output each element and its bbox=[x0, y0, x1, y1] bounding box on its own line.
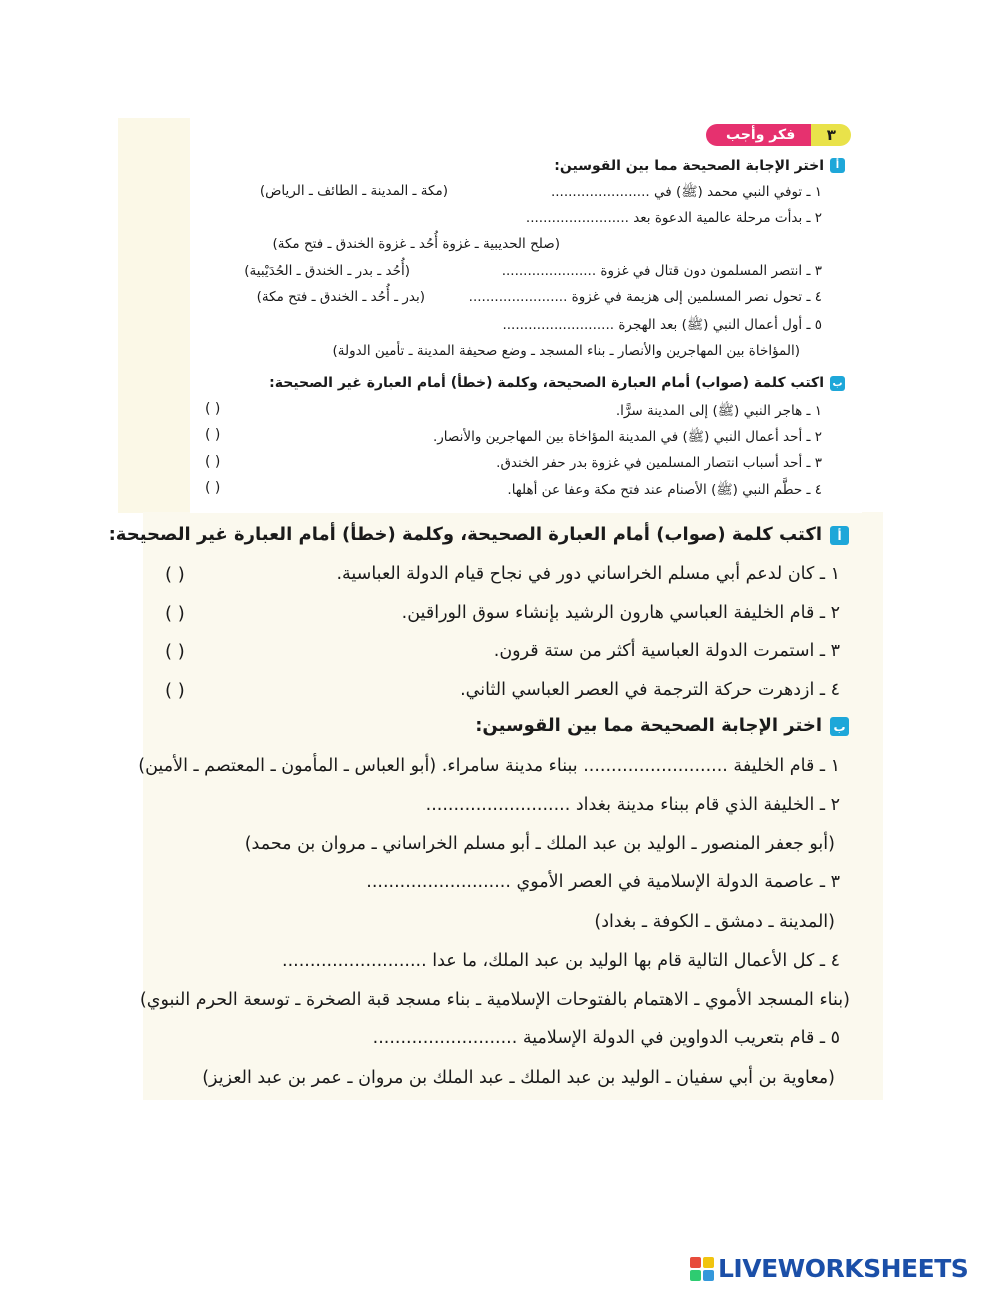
answer-blank[interactable]: ( ) bbox=[205, 454, 221, 470]
logo-tiles-icon bbox=[690, 1257, 714, 1281]
section-instruction: اكتب كلمة (صواب) أمام العبارة الصحيحة، وكلمة (خطأ) أمام العبارة غير الصحيحة: bbox=[108, 524, 822, 545]
answer-blank[interactable]: ( ) bbox=[205, 401, 221, 417]
section-instruction: اختر الإجابة الصحيحة مما بين القوسين: bbox=[554, 158, 824, 174]
question-choices: (صلح الحديبية ـ غزوة أُحُد ـ غزوة الخندق ـ فتح مكة) bbox=[272, 236, 560, 252]
statement-text: ٤ ـ حطَّم النبي (ﷺ) الأصنام عند فتح مكة وعفا عن أهلها. bbox=[507, 482, 822, 498]
question-choices: (أبو جعفر المنصور ـ الوليد بن عبد الملك ـ أبو مسلم الخراساني ـ مروان بن محمد) bbox=[244, 834, 835, 854]
answer-blank[interactable]: ( ) bbox=[205, 427, 221, 443]
page-margin-left bbox=[118, 118, 190, 513]
answer-blank[interactable]: ( ) bbox=[165, 603, 185, 624]
question-choices: (بدر ـ أُحُد ـ الخندق ـ فتح مكة) bbox=[256, 289, 425, 305]
liveworksheets-logo bbox=[690, 1254, 968, 1283]
logo-wordmark: LIVEWORKSHEETS bbox=[718, 1254, 969, 1283]
section-number: ٣ bbox=[811, 124, 851, 146]
logo-tile bbox=[690, 1270, 701, 1281]
statement-text: ٤ ـ ازدهرت حركة الترجمة في العصر العباسي الثاني. bbox=[460, 680, 840, 700]
section-badge-a: أ bbox=[830, 526, 849, 545]
statement-text: ١ ـ كان لدعم أبي مسلم الخراساني دور في نجاح قيام الدولة العباسية. bbox=[336, 564, 840, 584]
section-badge-b: ب bbox=[830, 376, 845, 391]
question-text: ٢ ـ الخليفة الذي قام ببناء مدينة بغداد .......................... bbox=[425, 795, 840, 815]
answer-blank[interactable]: ( ) bbox=[165, 564, 185, 585]
question-text: ١ ـ قام الخليفة .......................... ببناء مدينة سامراء. (أبو العباس ـ المأمون ـ المعتصم ـ الأمين) bbox=[138, 756, 840, 776]
question-text: ٢ ـ بدأت مرحلة عالمية الدعوة بعد ........................ bbox=[525, 210, 822, 226]
statement-text: ٣ ـ استمرت الدولة العباسية أكثر من ستة قرون. bbox=[493, 641, 840, 661]
question-text: ٥ ـ قام بتعريب الدواوين في الدولة الإسلامية .......................... bbox=[372, 1028, 840, 1048]
logo-tile bbox=[690, 1257, 701, 1268]
section-badge-b: ب bbox=[830, 717, 849, 736]
answer-blank[interactable]: ( ) bbox=[205, 480, 221, 496]
question-choices: (المؤاخاة بين المهاجرين والأنصار ـ بناء المسجد ـ وضع صحيفة المدينة ـ تأمين الدولة) bbox=[332, 343, 800, 359]
statement-text: ٢ ـ قام الخليفة العباسي هارون الرشيد بإنشاء سوق الوراقين. bbox=[401, 603, 840, 623]
statement-text: ١ ـ هاجر النبي (ﷺ) إلى المدينة سرًّا. bbox=[615, 403, 822, 419]
question-choices: (أُحُد ـ بدر ـ الخندق ـ الحُدَيْبية) bbox=[244, 263, 410, 279]
answer-blank[interactable]: ( ) bbox=[165, 680, 185, 701]
logo-tile bbox=[703, 1257, 714, 1268]
question-text: ٤ ـ كل الأعمال التالية قام بها الوليد بن عبد الملك، ما عدا .......................... bbox=[282, 951, 840, 971]
question-choices: (المدينة ـ دمشق ـ الكوفة ـ بغداد) bbox=[594, 912, 835, 932]
section-title: فكر وأجب bbox=[706, 124, 811, 146]
question-choices: (مكة ـ المدينة ـ الطائف ـ الرياض) bbox=[259, 183, 448, 199]
statement-text: ٢ ـ أحد أعمال النبي (ﷺ) في المدينة المؤاخاة بين المهاجرين والأنصار. bbox=[433, 429, 822, 445]
question-choices: (معاوية بن أبي سفيان ـ الوليد بن عبد الملك ـ عبد الملك بن مروان ـ عمر بن عبد العزيز) bbox=[202, 1068, 835, 1088]
statement-text: ٣ ـ أحد أسباب انتصار المسلمين في غزوة بدر حفر الخندق. bbox=[496, 455, 822, 471]
section-instruction: اختر الإجابة الصحيحة مما بين القوسين: bbox=[475, 715, 822, 736]
question-text: ٥ ـ أول أعمال النبي (ﷺ) بعد الهجرة .......................... bbox=[502, 317, 822, 333]
question-text: ٤ ـ تحول نصر المسلمين إلى هزيمة في غزوة ....................... bbox=[468, 289, 822, 305]
answer-blank[interactable]: ( ) bbox=[165, 641, 185, 662]
logo-tile bbox=[703, 1270, 714, 1281]
section-instruction: اكتب كلمة (صواب) أمام العبارة الصحيحة، وكلمة (خطأ) أمام العبارة غير الصحيحة: bbox=[269, 375, 824, 391]
section-badge-a: أ bbox=[830, 158, 845, 173]
question-choices: (بناء المسجد الأموي ـ الاهتمام بالفتوحات الإسلامية ـ بناء مسجد قبة الصخرة ـ توسعة الحرم النبوي) bbox=[139, 990, 850, 1010]
question-text: ١ ـ توفي النبي محمد (ﷺ) في ....................... bbox=[550, 184, 822, 200]
question-text: ٣ ـ انتصر المسلمون دون قتال في غزوة ...................... bbox=[501, 263, 822, 279]
question-text: ٣ ـ عاصمة الدولة الإسلامية في العصر الأموي .......................... bbox=[366, 872, 840, 892]
section-header-tag bbox=[706, 124, 851, 146]
